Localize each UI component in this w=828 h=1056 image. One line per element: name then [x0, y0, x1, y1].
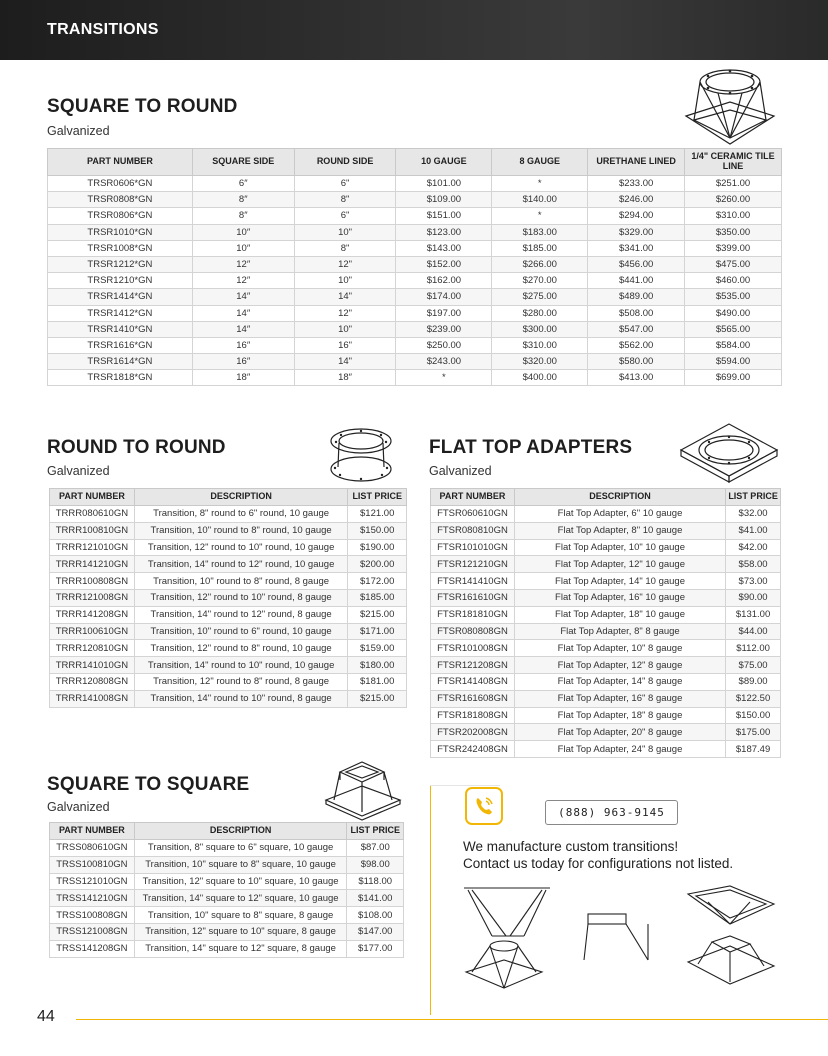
- table-cell: Transition, 14" round to 10" round, 8 gauge: [134, 690, 348, 707]
- table-cell: 6": [294, 208, 396, 224]
- table-cell: $508.00: [588, 305, 685, 321]
- col-header: PART NUMBER: [50, 823, 135, 840]
- table-cell: TRSR0806*GN: [48, 208, 193, 224]
- table-cell: $108.00: [347, 907, 404, 924]
- page-header: [0, 0, 828, 60]
- table-cell: $400.00: [492, 370, 588, 386]
- table-row: [48, 370, 782, 386]
- table-cell: TRSR1010*GN: [48, 224, 193, 240]
- table-row: [431, 741, 781, 758]
- table-cell: $547.00: [588, 321, 685, 337]
- col-header: ROUND SIDE: [294, 149, 396, 176]
- phone-number[interactable]: (888) 963-9145: [545, 800, 678, 825]
- table-cell: 12": [294, 305, 396, 321]
- table-cell: $185.00: [492, 240, 588, 256]
- table-cell: 10": [294, 224, 396, 240]
- table-cell: FTSR080810GN: [431, 522, 515, 539]
- table-cell: 10": [294, 273, 396, 289]
- table-cell: $456.00: [588, 256, 685, 272]
- table-row: [50, 657, 407, 674]
- table-cell: TRRR120810GN: [50, 640, 135, 657]
- table-cell: FTSR141410GN: [431, 573, 515, 590]
- table-cell: Flat Top Adapter, 8" 8 gauge: [514, 623, 725, 640]
- page-header-title: TRANSITIONS: [47, 21, 159, 38]
- table-row: [48, 305, 782, 321]
- table-cell: Transition, 8" round to 6" round, 10 gauge: [134, 506, 348, 523]
- table-cell: TRSR1616*GN: [48, 337, 193, 353]
- table-row: [50, 940, 404, 957]
- table-row: [50, 923, 404, 940]
- table-cell: Transition, 12" round to 8" round, 8 gauge: [134, 673, 348, 690]
- flat-top-table: [430, 488, 781, 758]
- table-cell: $270.00: [492, 273, 588, 289]
- table-cell: $171.00: [348, 623, 407, 640]
- square-to-square-subtitle: Galvanized: [47, 800, 110, 814]
- table-cell: $143.00: [396, 240, 492, 256]
- table-cell: 12″: [192, 273, 294, 289]
- table-cell: Transition, 12" round to 8" round, 10 gauge: [134, 640, 348, 657]
- table-cell: TRSS100808GN: [50, 907, 135, 924]
- round-to-round-subtitle: Galvanized: [47, 464, 110, 478]
- table-cell: Transition, 14" round to 10" round, 10 gauge: [134, 657, 348, 674]
- table-row: [431, 606, 781, 623]
- col-header: DESCRIPTION: [134, 489, 348, 506]
- table-cell: $260.00: [685, 192, 782, 208]
- contact-divider: [430, 785, 431, 1015]
- table-row: [50, 890, 404, 907]
- table-cell: $294.00: [588, 208, 685, 224]
- table-cell: FTSR121210GN: [431, 556, 515, 573]
- table-cell: $123.00: [396, 224, 492, 240]
- table-cell: 16″: [192, 337, 294, 353]
- table-cell: TRSR1008*GN: [48, 240, 193, 256]
- square-to-round-subtitle: Galvanized: [47, 124, 110, 138]
- table-cell: Transition, 14" square to 12" square, 8 gauge: [134, 940, 347, 957]
- col-header: URETHANE LINED: [588, 149, 685, 176]
- table-row: [50, 539, 407, 556]
- table-cell: $98.00: [347, 856, 404, 873]
- table-row: [48, 192, 782, 208]
- square-to-round-table: [47, 148, 782, 386]
- table-cell: $251.00: [685, 176, 782, 192]
- table-row: [50, 640, 407, 657]
- table-cell: 6": [294, 176, 396, 192]
- table-row: [48, 354, 782, 370]
- square-to-square-illustration: [322, 758, 404, 822]
- table-cell: $41.00: [726, 522, 781, 539]
- table-row: [431, 623, 781, 640]
- table-cell: TRSS141210GN: [50, 890, 135, 907]
- table-row: [50, 673, 407, 690]
- col-header: PART NUMBER: [48, 149, 193, 176]
- phone-icon: [465, 787, 503, 825]
- table-cell: $183.00: [492, 224, 588, 240]
- table-row: [48, 224, 782, 240]
- table-cell: $350.00: [685, 224, 782, 240]
- col-header: LIST PRICE: [726, 489, 781, 506]
- table-cell: FTSR161610GN: [431, 589, 515, 606]
- table-cell: TRSR1210*GN: [48, 273, 193, 289]
- col-header: 1/4" CERAMIC TILE LINE: [685, 149, 782, 176]
- table-cell: $73.00: [726, 573, 781, 590]
- table-cell: $329.00: [588, 224, 685, 240]
- table-row: [431, 690, 781, 707]
- table-cell: Flat Top Adapter, 12" 8 gauge: [514, 657, 725, 674]
- table-cell: $250.00: [396, 337, 492, 353]
- table-cell: $172.00: [348, 573, 407, 590]
- table-cell: TRSS121008GN: [50, 923, 135, 940]
- col-header: 8 GAUGE: [492, 149, 588, 176]
- table-cell: $475.00: [685, 256, 782, 272]
- table-cell: $131.00: [726, 606, 781, 623]
- table-cell: 14″: [192, 305, 294, 321]
- table-cell: $150.00: [348, 522, 407, 539]
- table-cell: 10": [294, 321, 396, 337]
- table-cell: TRRR080610GN: [50, 506, 135, 523]
- table-row: [48, 176, 782, 192]
- table-cell: FTSR181808GN: [431, 707, 515, 724]
- table-row: [50, 623, 407, 640]
- table-cell: TRRR141008GN: [50, 690, 135, 707]
- table-row: [48, 337, 782, 353]
- table-row: [431, 707, 781, 724]
- table-cell: 14″: [192, 321, 294, 337]
- custom-message-line1: We manufacture custom transitions!: [463, 839, 679, 854]
- table-row: [50, 556, 407, 573]
- table-row: [431, 640, 781, 657]
- table-cell: Flat Top Adapter, 14" 8 gauge: [514, 673, 725, 690]
- table-cell: Transition, 10" square to 8" square, 10 gauge: [134, 856, 347, 873]
- square-to-round-rows: [48, 176, 782, 386]
- table-row: [50, 506, 407, 523]
- table-cell: Transition, 14" round to 12" round, 10 gauge: [134, 556, 348, 573]
- contact-top-rule: [430, 785, 500, 786]
- table-cell: $112.00: [726, 640, 781, 657]
- table-cell: *: [396, 370, 492, 386]
- table-cell: $75.00: [726, 657, 781, 674]
- square-to-square-table: [49, 822, 404, 958]
- table-row: [431, 556, 781, 573]
- table-cell: $275.00: [492, 289, 588, 305]
- table-cell: TRRR121010GN: [50, 539, 135, 556]
- table-cell: $699.00: [685, 370, 782, 386]
- table-row: [431, 657, 781, 674]
- table-cell: $90.00: [726, 589, 781, 606]
- table-cell: $42.00: [726, 539, 781, 556]
- table-row: [48, 208, 782, 224]
- table-row: [431, 506, 781, 523]
- table-cell: $562.00: [588, 337, 685, 353]
- table-cell: $32.00: [726, 506, 781, 523]
- table-cell: TRSS121010GN: [50, 873, 135, 890]
- table-cell: $121.00: [348, 506, 407, 523]
- table-cell: $320.00: [492, 354, 588, 370]
- table-cell: *: [492, 176, 588, 192]
- table-cell: TRRR141010GN: [50, 657, 135, 674]
- table-cell: $200.00: [348, 556, 407, 573]
- table-row: [50, 522, 407, 539]
- table-cell: 6″: [192, 176, 294, 192]
- table-cell: $89.00: [726, 673, 781, 690]
- table-cell: Flat Top Adapter, 10" 8 gauge: [514, 640, 725, 657]
- table-cell: $141.00: [347, 890, 404, 907]
- table-cell: $341.00: [588, 240, 685, 256]
- table-cell: 12": [294, 256, 396, 272]
- table-row: [431, 589, 781, 606]
- col-header: LIST PRICE: [347, 823, 404, 840]
- table-cell: $594.00: [685, 354, 782, 370]
- table-cell: Flat Top Adapter, 14" 10 gauge: [514, 573, 725, 590]
- table-cell: $181.00: [348, 673, 407, 690]
- table-cell: $310.00: [492, 337, 588, 353]
- table-cell: TRSR1414*GN: [48, 289, 193, 305]
- table-cell: $177.00: [347, 940, 404, 957]
- table-cell: FTSR101008GN: [431, 640, 515, 657]
- table-cell: $150.00: [726, 707, 781, 724]
- table-cell: $151.00: [396, 208, 492, 224]
- custom-message-line2: Contact us today for configurations not listed.: [463, 856, 734, 871]
- table-cell: 10″: [192, 224, 294, 240]
- table-cell: TRRR120808GN: [50, 673, 135, 690]
- table-cell: Transition, 10" round to 6" round, 10 gauge: [134, 623, 348, 640]
- table-cell: $162.00: [396, 273, 492, 289]
- table-cell: 10″: [192, 240, 294, 256]
- table-row: [50, 873, 404, 890]
- table-cell: 12″: [192, 256, 294, 272]
- table-row: [50, 907, 404, 924]
- table-cell: Flat Top Adapter, 16" 10 gauge: [514, 589, 725, 606]
- table-cell: $233.00: [588, 176, 685, 192]
- table-cell: Transition, 10" square to 8" square, 8 gauge: [134, 907, 347, 924]
- footer-rule: [76, 1019, 828, 1020]
- table-cell: $215.00: [348, 690, 407, 707]
- table-cell: $44.00: [726, 623, 781, 640]
- table-cell: Transition, 8" square to 6" square, 10 gauge: [134, 840, 347, 857]
- table-cell: $310.00: [685, 208, 782, 224]
- col-header: LIST PRICE: [348, 489, 407, 506]
- table-cell: $246.00: [588, 192, 685, 208]
- square-to-square-title: SQUARE TO SQUARE: [47, 774, 250, 795]
- table-cell: $87.00: [347, 840, 404, 857]
- table-cell: 14": [294, 289, 396, 305]
- custom-transitions-illustration: [462, 884, 780, 994]
- col-header: DESCRIPTION: [134, 823, 347, 840]
- table-cell: $152.00: [396, 256, 492, 272]
- table-row: [50, 840, 404, 857]
- table-cell: Transition, 14" round to 12" round, 8 gauge: [134, 606, 348, 623]
- col-header: PART NUMBER: [50, 489, 135, 506]
- table-cell: Flat Top Adapter, 10" 10 gauge: [514, 539, 725, 556]
- table-cell: TRRR100808GN: [50, 573, 135, 590]
- square-to-round-title: SQUARE TO ROUND: [47, 96, 238, 117]
- col-header: DESCRIPTION: [514, 489, 725, 506]
- table-cell: TRSR1818*GN: [48, 370, 193, 386]
- table-cell: TRSR0606*GN: [48, 176, 193, 192]
- table-row: [48, 256, 782, 272]
- table-cell: $174.00: [396, 289, 492, 305]
- table-cell: TRRR100610GN: [50, 623, 135, 640]
- table-cell: $266.00: [492, 256, 588, 272]
- table-cell: $580.00: [588, 354, 685, 370]
- table-cell: $175.00: [726, 724, 781, 741]
- table-cell: TRSR1412*GN: [48, 305, 193, 321]
- table-cell: TRRR141208GN: [50, 606, 135, 623]
- col-header: 10 GAUGE: [396, 149, 492, 176]
- table-row: [48, 289, 782, 305]
- round-to-round-table: [49, 488, 407, 708]
- table-cell: 16″: [192, 354, 294, 370]
- round-to-round-illustration: [328, 425, 394, 485]
- table-cell: $280.00: [492, 305, 588, 321]
- table-cell: $118.00: [347, 873, 404, 890]
- table-cell: Flat Top Adapter, 8" 10 gauge: [514, 522, 725, 539]
- table-cell: $239.00: [396, 321, 492, 337]
- table-row: [48, 321, 782, 337]
- table-cell: $441.00: [588, 273, 685, 289]
- table-cell: TRRR121008GN: [50, 589, 135, 606]
- col-header: SQUARE SIDE: [192, 149, 294, 176]
- table-cell: $197.00: [396, 305, 492, 321]
- table-cell: 18″: [294, 370, 396, 386]
- table-cell: $489.00: [588, 289, 685, 305]
- table-cell: $122.50: [726, 690, 781, 707]
- table-cell: Flat Top Adapter, 18" 10 gauge: [514, 606, 725, 623]
- table-row: [50, 589, 407, 606]
- table-cell: Flat Top Adapter, 24" 8 gauge: [514, 741, 725, 758]
- table-cell: $300.00: [492, 321, 588, 337]
- table-cell: TRSS080610GN: [50, 840, 135, 857]
- table-cell: Transition, 14" square to 12" square, 10 gauge: [134, 890, 347, 907]
- table-cell: $180.00: [348, 657, 407, 674]
- page-number: 44: [37, 1008, 55, 1025]
- table-cell: FTSR080808GN: [431, 623, 515, 640]
- table-cell: $215.00: [348, 606, 407, 623]
- table-cell: 8": [294, 192, 396, 208]
- table-cell: TRSS141208GN: [50, 940, 135, 957]
- table-cell: TRSR1212*GN: [48, 256, 193, 272]
- table-cell: Flat Top Adapter, 18" 8 gauge: [514, 707, 725, 724]
- table-cell: Flat Top Adapter, 20" 8 gauge: [514, 724, 725, 741]
- table-row: [50, 606, 407, 623]
- table-cell: TRRR100810GN: [50, 522, 135, 539]
- table-cell: TRSS100810GN: [50, 856, 135, 873]
- table-row: [50, 690, 407, 707]
- table-cell: Flat Top Adapter, 6" 10 gauge: [514, 506, 725, 523]
- table-cell: $535.00: [685, 289, 782, 305]
- table-cell: 8″: [192, 208, 294, 224]
- table-cell: $58.00: [726, 556, 781, 573]
- table-cell: 14": [294, 354, 396, 370]
- table-row: [431, 724, 781, 741]
- table-cell: FTSR181810GN: [431, 606, 515, 623]
- table-cell: $109.00: [396, 192, 492, 208]
- table-row: [431, 573, 781, 590]
- table-cell: TRSR0808*GN: [48, 192, 193, 208]
- table-cell: $190.00: [348, 539, 407, 556]
- table-cell: $147.00: [347, 923, 404, 940]
- flat-top-subtitle: Galvanized: [429, 464, 492, 478]
- table-cell: Transition, 10" round to 8" round, 8 gauge: [134, 573, 348, 590]
- table-cell: FTSR202008GN: [431, 724, 515, 741]
- flat-top-title: FLAT TOP ADAPTERS: [429, 437, 633, 458]
- table-cell: $101.00: [396, 176, 492, 192]
- table-row: [50, 573, 407, 590]
- table-row: [48, 240, 782, 256]
- table-cell: Transition, 10" round to 8" round, 10 gauge: [134, 522, 348, 539]
- table-cell: $584.00: [685, 337, 782, 353]
- table-cell: FTSR141408GN: [431, 673, 515, 690]
- table-cell: $187.49: [726, 741, 781, 758]
- table-row: [431, 673, 781, 690]
- table-cell: FTSR101010GN: [431, 539, 515, 556]
- table-cell: $490.00: [685, 305, 782, 321]
- table-cell: FTSR161608GN: [431, 690, 515, 707]
- table-cell: TRSR1410*GN: [48, 321, 193, 337]
- table-cell: 14″: [192, 289, 294, 305]
- table-cell: $140.00: [492, 192, 588, 208]
- table-cell: *: [492, 208, 588, 224]
- table-cell: $243.00: [396, 354, 492, 370]
- table-cell: $565.00: [685, 321, 782, 337]
- round-to-round-rows: [50, 506, 407, 708]
- table-row: [431, 522, 781, 539]
- table-cell: Flat Top Adapter, 12" 10 gauge: [514, 556, 725, 573]
- table-cell: $460.00: [685, 273, 782, 289]
- col-header: PART NUMBER: [431, 489, 515, 506]
- table-cell: $399.00: [685, 240, 782, 256]
- table-cell: Transition, 12" square to 10" square, 10 gauge: [134, 873, 347, 890]
- table-cell: Flat Top Adapter, 16" 8 gauge: [514, 690, 725, 707]
- flat-top-rows: [431, 506, 781, 758]
- table-cell: FTSR060610GN: [431, 506, 515, 523]
- round-to-round-title: ROUND TO ROUND: [47, 437, 226, 458]
- table-cell: $413.00: [588, 370, 685, 386]
- table-cell: $185.00: [348, 589, 407, 606]
- table-cell: TRSR1614*GN: [48, 354, 193, 370]
- table-cell: 16": [294, 337, 396, 353]
- table-row: [50, 856, 404, 873]
- square-to-round-illustration: [680, 64, 780, 150]
- table-cell: $159.00: [348, 640, 407, 657]
- flat-top-illustration: [677, 418, 781, 488]
- table-row: [48, 273, 782, 289]
- table-cell: Transition, 12" round to 10" round, 10 gauge: [134, 539, 348, 556]
- square-to-square-rows: [50, 840, 404, 958]
- table-cell: Transition, 12" round to 10" round, 8 gauge: [134, 589, 348, 606]
- table-cell: FTSR242408GN: [431, 741, 515, 758]
- table-cell: 8″: [192, 192, 294, 208]
- table-row: [431, 539, 781, 556]
- table-cell: 18″: [192, 370, 294, 386]
- table-cell: TRRR141210GN: [50, 556, 135, 573]
- table-cell: FTSR121208GN: [431, 657, 515, 674]
- table-cell: 8": [294, 240, 396, 256]
- table-cell: Transition, 12" square to 10" square, 8 gauge: [134, 923, 347, 940]
